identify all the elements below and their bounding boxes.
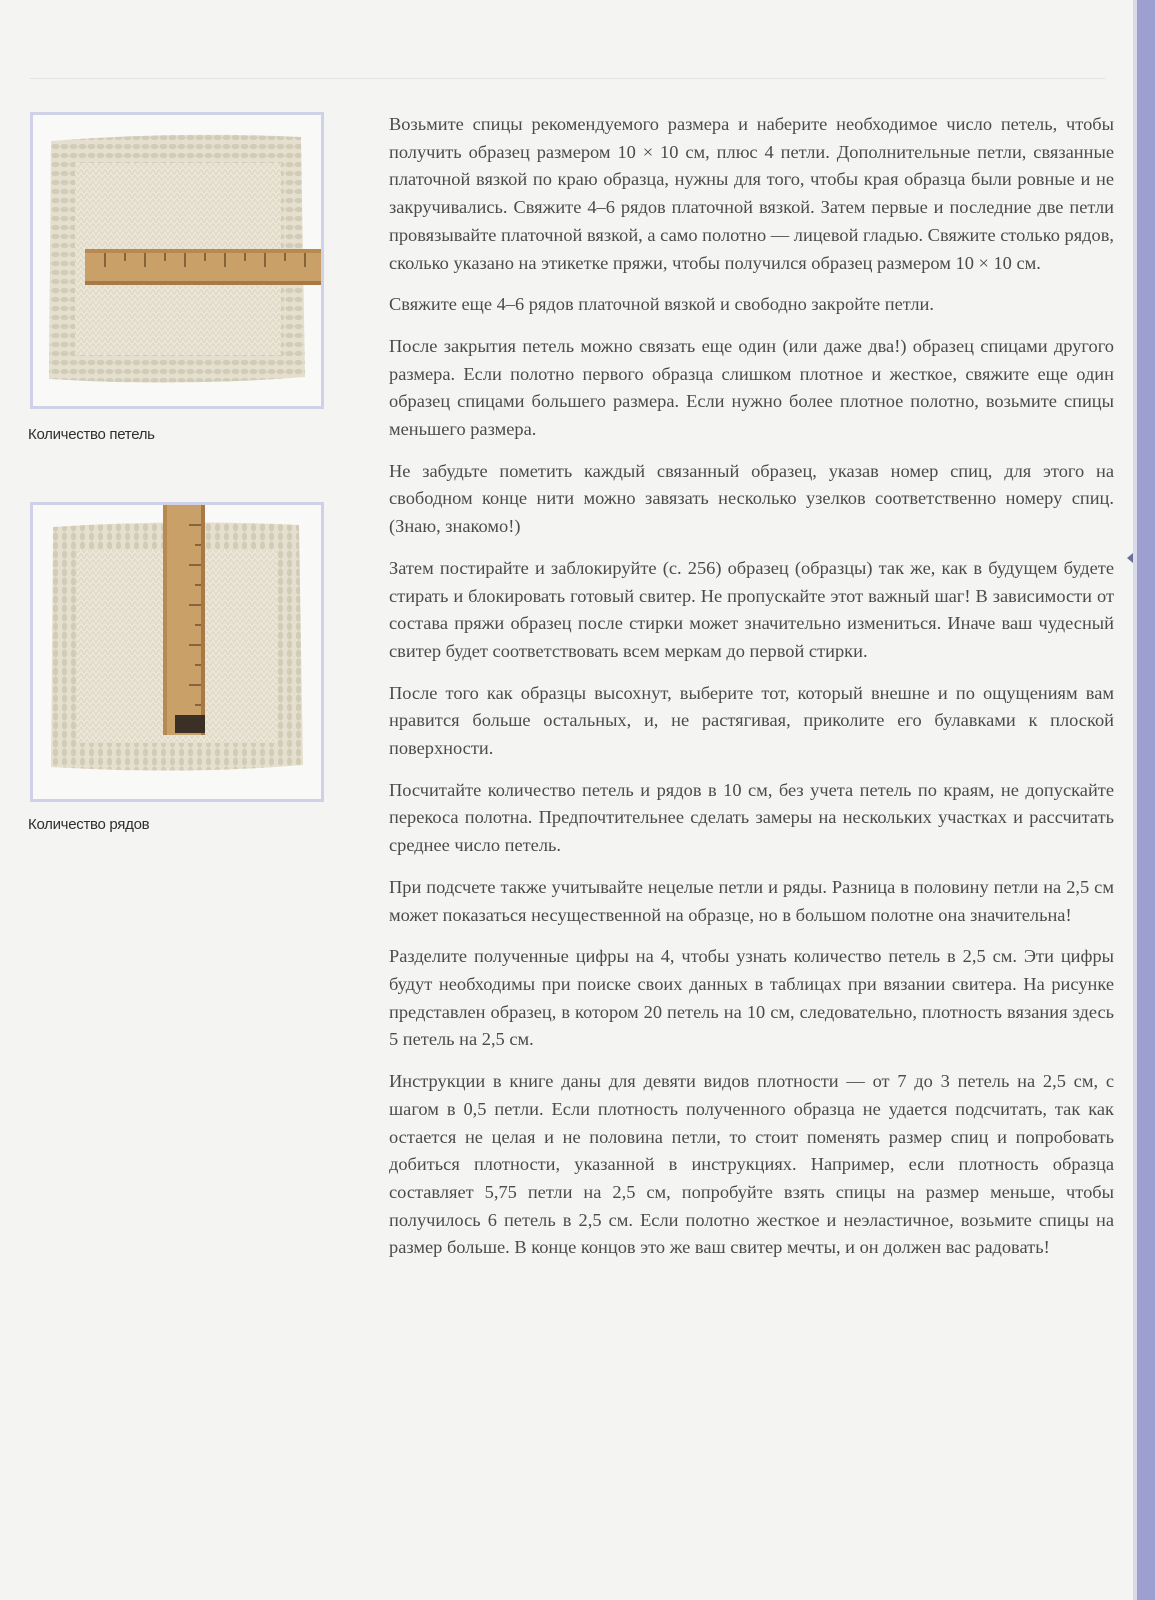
figure-caption-stitches: Количество петель [28, 426, 155, 443]
paragraph: После закрытия петель можно связать еще один (или даже два!) образец спицами другого размера. Если полотно первого образца слишком плотное и жесткое, свяжите еще один образец спицами большего размера. Если нужно более плотное полотно, возьмите спицы меньшего размера. [389, 335, 1114, 440]
row-count-photo [30, 502, 324, 802]
page-edge-band [1133, 0, 1155, 1600]
paragraph: Затем постирайте и заблокируйте (с. 256) образец (образцы) так же, как в будущем будете стирать и блокировать готовый свитер. Не пропускайте этот важный шаг! В зависимости от состава пряжи образец после стирки может значительно измениться. Иначе ваш чудесный свитер будет соответствовать всем меркам до первой стирки. [389, 557, 1114, 661]
paragraph: Разделите полученные цифры на 4, чтобы узнать количество петель в 2,5 см. Эти цифры будут необходимы при поиске своих данных в таблицах при вязании свитера. На рисунке представлен образец, в котором 20 петель на 10 см, следовательно, плотность вязания здесь 5 петель на 2,5 см. [389, 946, 1114, 1050]
top-divider [30, 78, 1105, 79]
paragraph: Не забудьте пометить каждый связанный образец, указав номер спиц, для этого на свободном конце нити можно завязать несколько узелков соответственно номеру спиц. (Знаю, знакомо!) [389, 460, 1114, 537]
paragraph: Возьмите спицы рекомендуемого размера и наберите необходимое число петель, чтобы получить образец размером 10 × 10 см, плюс 4 петли. Дополнительные петли, связанные платочной вязкой по краю образца, нужны для того, чтобы края образца были ровные и не закручивались. Свяжите 4–6 рядов платочной вязкой. Затем первые и последние две петли провязывайте платочной вязкой, а само полотно — лицевой гладью. Свяжите столько рядов, сколько указано на этикетке пряжи, чтобы получился образец размером 10 × 10 см. [389, 114, 1114, 273]
article-body [389, 111, 1114, 1276]
paragraph: Свяжите еще 4–6 рядов платочной вязкой и свободно закройте петли. [389, 294, 934, 315]
knitted-swatch-horizontal-ruler-icon [33, 115, 321, 406]
knitted-swatch-vertical-ruler-icon [33, 505, 321, 799]
figure-caption-rows: Количество рядов [28, 816, 150, 833]
paragraph: Инструкции в книге даны для девяти видов плотности — от 7 до 3 петель на 2,5 см, с шагом в 0,5 петли. Если плотность полученного образца не удается подсчитать, так как остается не целая и не половина петли, то стоит поменять размер спиц и попробовать добиться плотности, указанной в инструкциях. Например, если плотность образца составляет 5,75 петли на 2,5 см, попробуйте взять спицы на размер меньше, чтобы получилось 6 петель в 2,5 см. Если полотно жесткое и неэластичное, возьмите спицы на размер больше. В конце концов это же ваш свитер мечты, и он должен вас радовать! [389, 1071, 1114, 1258]
stitch-count-photo [30, 112, 324, 409]
paragraph: После того как образцы высохнут, выберите тот, который внешне и по ощущениям вам нравится больше остальных, и, не растягивая, приколите его булавками к плоской поверхности. [389, 682, 1114, 759]
page-edge-marker [1127, 553, 1133, 563]
paragraph: При подсчете также учитывайте нецелые петли и ряды. Разница в половину петли на 2,5 см может показаться несущественной на образце, но в большом полотне она значительна! [389, 876, 1114, 925]
paragraph: Посчитайте количество петель и рядов в 10 см, без учета петель по краям, не допускайте перекоса полотна. Предпочтительнее сделать замеры на нескольких участках и рассчитать среднее число петель. [389, 779, 1114, 856]
